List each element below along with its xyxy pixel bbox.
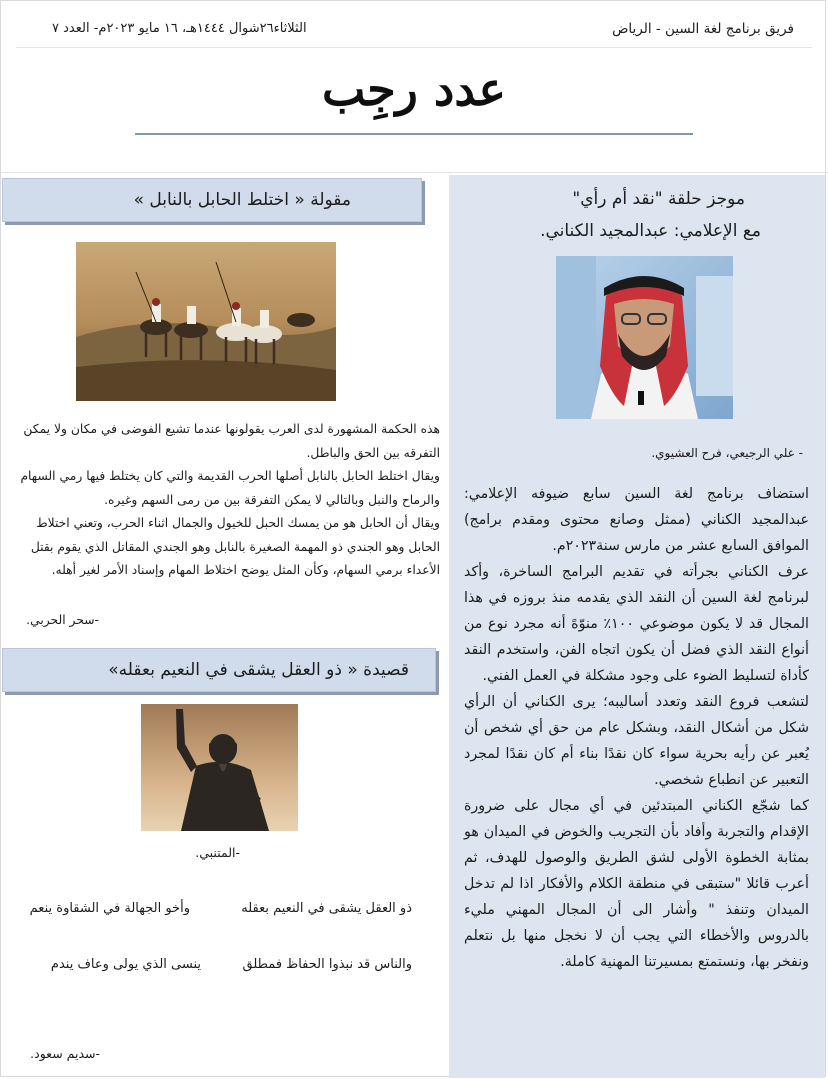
saying-paragraph: ويقال أن الحابل هو من يمسك الحبل للخيول والجمال اثناء الحرب، وتعني اختلاط الحابل وهو الجندي ذو المهمة الصغيرة بالنابل وهو الجندي المقاتل الذي يقوم بقتل الأعداء برمي السهام، وكأن المثل يوضح اختلاط المهام وإسناد الأمر لغير أهله.	[30, 516, 440, 577]
guest-photo	[556, 256, 733, 419]
poet-statue-photo	[141, 704, 298, 831]
saying-paragraph: هذه الحكمة المشهورة لدى العرب يقولونها عندما تشيع الفوضى في مكان ولا يمكن التفرقه بين الحق والباطل.	[23, 422, 440, 460]
poem-verse: وأخو الجهالة في الشقاوة ينعم	[29, 901, 190, 916]
article-paragraph: كما شجّع الكناني المبتدئين في أي مجال على ضرورة الإقدام والتجربة وأفاد بأن التجريب والخوض في الميدان هو بمثابة الخطوة الأولى لشق الطريق والوصول للهدف، ثم أعرب قائلا "ستبقى في منطقة الكلام والأفكار اذا لم تدخل الميدان وتنفذ " وأشار الى أن المجال المهني مليء بالدروس والأخطاء التي يجب أن لا نخجل منها بل نتعلم ونفخر بها، ونستمتع بمسيرتنا المهنية كاملة.	[464, 798, 809, 970]
episode-summary-panel	[449, 175, 825, 1078]
episode-title: موجز حلقة "نقد أم رأي"	[572, 189, 745, 209]
article-paragraph: لتشعب فروع النقد وتعدد أساليبه؛ يرى الكناني أن الرأي شكل من أشكال النقد، وبشكل عام من حق أي شخص أن يُعبر عن رأيه بحرية سواء كان نقدًا بناء أم كان نقدًا لمجرد التعبير عن انطباع شخصي.	[464, 694, 809, 788]
masthead-title: عدد رجِب	[322, 62, 506, 116]
poem-verse: ذو العقل يشقى في النعيم بعقله	[241, 901, 412, 916]
header-date-issue: الثلاثاء٢٦شوال ١٤٤٤هـ، ١٦ مايو ٢٠٢٣م- العدد ٧	[52, 21, 307, 36]
masthead-underline	[135, 133, 693, 135]
episode-article	[464, 481, 809, 975]
saying-author: -سحر الحربي.	[26, 613, 99, 627]
saying-article	[20, 418, 440, 583]
saying-title: مقولة « اختلط الحابل بالنابل »	[2, 178, 422, 222]
article-paragraph: استضاف برنامج لغة السين سابع ضيوفه الإعلامي: عبدالمجيد الكناني (ممثل وصانع محتوى ومقدم برامج) الموافق السابع عشر من مارس سنة٢٠٢٣م.	[464, 486, 809, 554]
article-paragraph: عرف الكناني بجرأته في تقديم البرامج الساخرة، وأكد لبرنامج لغة السين أن النقد الذي يقدمه منذ بروزه في هذا المجال قد لا يكون موضوعي ١٠٠٪ منوّهً أنه مجرد نوع من أنواع النقد الذي فضل أن يكون اتجاه الفن، واستخدم النقد كأداة لتسليط الضوء على وجود مشكلة في العمل الفني.	[464, 564, 809, 684]
report-credit: - علي الرجيعي، فرح العشيوي.	[651, 446, 803, 460]
episode-guest: مع الإعلامي: عبدالمجيد الكناني.	[540, 221, 761, 241]
saying-paragraph: ويقال اختلط الحابل بالنابل أصلها الحرب القديمة والتي كان يختلط فيها رمي السهام والرماح والنبل وبالتالي لا يمكن التفرقة بين من رمى السهم وغيره.	[20, 469, 440, 507]
poem-author: -سديم سعود.	[30, 1046, 100, 1061]
header-bar	[16, 10, 812, 48]
poem-verse: ينسى الذي يولى وعاف يندم	[50, 957, 201, 972]
horsemen-painting	[76, 242, 336, 401]
poem-title: قصيدة « ذو العقل يشقى في النعيم بعقله»	[2, 648, 436, 692]
header-team: فريق برنامج لغة السين - الرياض	[612, 21, 794, 37]
poem-verse: والناس قد نبذوا الحفاظ فمطلق	[242, 957, 412, 972]
section-divider	[0, 172, 828, 173]
poet-name: -المتنبي.	[195, 845, 240, 860]
